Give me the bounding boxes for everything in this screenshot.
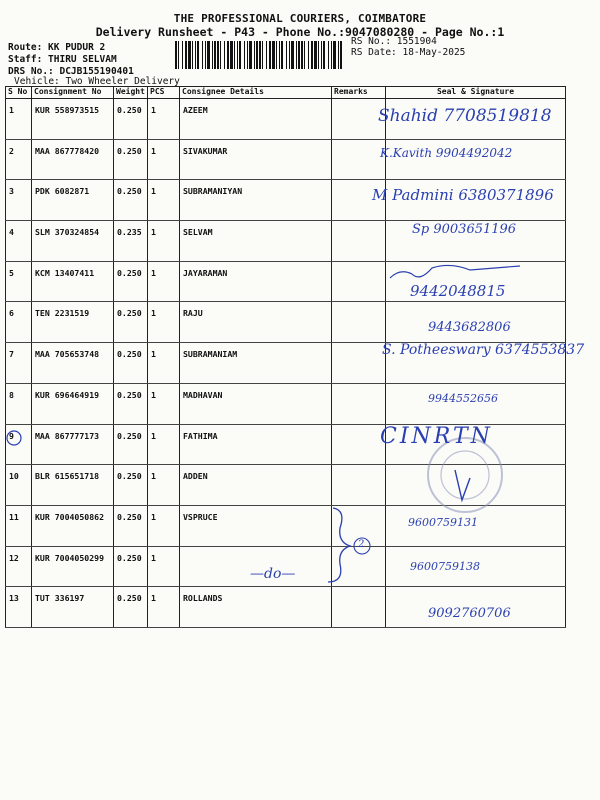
table-row (6, 505, 566, 546)
col-sno: S No (6, 87, 32, 99)
cell-pcs (148, 139, 180, 180)
cell-consignee (180, 587, 332, 628)
cell-pcs-text: 1 (151, 267, 156, 278)
cell-sno (6, 261, 32, 302)
cell-consignment-text: MAA 867777173 (35, 430, 100, 441)
cell-consignee-text: ROLLANDS (183, 593, 223, 604)
cell-remarks (332, 546, 386, 587)
cell-pcs (148, 261, 180, 302)
cell-pcs-text: 1 (151, 471, 156, 482)
cell-weight (114, 424, 148, 465)
cell-signature (386, 546, 566, 587)
cell-pcs (148, 465, 180, 506)
cell-sno (6, 465, 32, 506)
col-consignment: Consignment No (32, 87, 114, 99)
cell-consignment-text: SLM 370324854 (35, 227, 100, 238)
cell-consignee (180, 343, 332, 384)
cell-remarks (332, 302, 386, 343)
cell-consignee-text: FATHIMA (183, 430, 218, 441)
cell-pcs (148, 180, 180, 221)
cell-signature (386, 424, 566, 465)
table-row (6, 180, 566, 221)
table-row (6, 139, 566, 180)
cell-consignee (180, 261, 332, 302)
cell-consignee (180, 546, 332, 587)
cell-consignment (32, 505, 114, 546)
cell-weight (114, 261, 148, 302)
signature-row8: 9944552656 (428, 392, 498, 405)
runsheet-title: Delivery Runsheet - P43 - Phone No.:9047080280 - Page No.:1 (95, 25, 505, 39)
cell-remarks (332, 221, 386, 262)
cell-pcs (148, 343, 180, 384)
cell-signature (386, 505, 566, 546)
cell-weight-text: 0.250 (117, 145, 142, 156)
table-row (6, 546, 566, 587)
cell-weight-text: 0.250 (117, 267, 142, 278)
signature-row2: K.Kavith 9904492042 (380, 146, 513, 160)
table-row (6, 302, 566, 343)
cell-sno (6, 587, 32, 628)
cell-pcs-text: 1 (151, 552, 156, 563)
table-row (6, 383, 566, 424)
table-row (6, 221, 566, 262)
table-row (6, 99, 566, 140)
cell-remarks (332, 139, 386, 180)
signature-row7: S. Potheeswary 6374553837 (382, 342, 585, 358)
cell-pcs-text: 1 (151, 349, 156, 360)
cell-consignment-text: PDK 6082871 (35, 186, 90, 197)
company-name: THE PROFESSIONAL COURIERS, COIMBATORE (173, 12, 427, 25)
cell-consignee (180, 139, 332, 180)
cell-pcs-text: 1 (151, 145, 156, 156)
cell-signature (386, 261, 566, 302)
cell-consignment (32, 383, 114, 424)
cell-weight-text: 0.250 (117, 349, 142, 360)
signature-row1: Shahid 7708519818 (378, 106, 552, 126)
col-pcs: PCS (148, 87, 180, 99)
signature-row4: Sp 9003651196 (412, 222, 517, 237)
cell-signature (386, 139, 566, 180)
cell-consignment-text: KUR 696464919 (35, 389, 100, 400)
rs-date: RS Date: 18-May-2025 (351, 47, 466, 58)
cell-weight-text: 0.235 (117, 227, 142, 238)
cell-weight (114, 587, 148, 628)
table-row (6, 587, 566, 628)
cell-consignment (32, 424, 114, 465)
cell-weight (114, 505, 148, 546)
cell-sno-text: 1 (9, 105, 14, 115)
cell-sno (6, 383, 32, 424)
ditto-mark: —do— (250, 566, 296, 582)
cell-consignment (32, 221, 114, 262)
cell-consignment (32, 261, 114, 302)
cell-sno (6, 99, 32, 140)
cell-consignee-text: MADHAVAN (183, 389, 223, 400)
cell-weight-text: 0.250 (117, 471, 142, 482)
cell-consignee (180, 424, 332, 465)
cell-consignment-text: TUT 336197 (35, 593, 85, 604)
cell-sno-text: 5 (9, 267, 14, 278)
cell-consignee-text: SIVAKUMAR (183, 145, 228, 156)
cell-sno-text: 13 (9, 593, 19, 604)
cell-weight-text: 0.250 (117, 511, 142, 522)
cell-consignee-text: RAJU (183, 308, 203, 319)
cell-sno-text: 9 (9, 430, 14, 441)
route-label: Route: KK PUDUR 2 (8, 42, 106, 53)
table-row (6, 424, 566, 465)
cell-sno (6, 139, 32, 180)
cell-consignee-text: ADDEN (183, 471, 208, 482)
cell-weight (114, 546, 148, 587)
signature-row11: 9600759131 (408, 516, 478, 529)
cell-weight-text: 0.250 (117, 186, 142, 197)
cell-consignment-text: KUR 558973515 (35, 105, 100, 115)
delivery-table (5, 86, 566, 628)
cell-pcs (148, 221, 180, 262)
cell-weight-text: 0.250 (117, 552, 142, 563)
col-seal-signature: Seal & Signature (386, 87, 566, 99)
signature-row9: CINRTN (380, 424, 493, 449)
cell-remarks (332, 505, 386, 546)
cell-consignment-text: MAA 867778420 (35, 145, 100, 156)
cell-pcs (148, 383, 180, 424)
cell-signature (386, 221, 566, 262)
cell-sno-text: 4 (9, 227, 14, 238)
staff-label: Staff: THIRU SELVAM (8, 54, 117, 65)
cell-signature (386, 587, 566, 628)
cell-signature (386, 180, 566, 221)
cell-remarks (332, 99, 386, 140)
cell-sno (6, 505, 32, 546)
cell-pcs-text: 1 (151, 389, 156, 400)
cell-consignee (180, 99, 332, 140)
cell-consignment-text: KUR 7004050299 (35, 552, 105, 563)
cell-sno-text: 3 (9, 186, 14, 197)
cell-consignee-text: SUBRAMANIAM (183, 349, 238, 360)
signature-row6: 9443682806 (428, 320, 511, 335)
cell-pcs (148, 424, 180, 465)
cell-weight (114, 99, 148, 140)
cell-consignee (180, 383, 332, 424)
cell-pcs-text: 1 (151, 186, 156, 197)
cell-consignee-text: AZEEM (183, 105, 208, 115)
cell-weight (114, 302, 148, 343)
cell-weight-text: 0.250 (117, 389, 142, 400)
cell-consignment (32, 465, 114, 506)
cell-sno-text: 10 (9, 471, 19, 482)
cell-remarks (332, 261, 386, 302)
cell-pcs (148, 587, 180, 628)
cell-consignment (32, 139, 114, 180)
rs-number: RS No.: 1551904 (351, 36, 437, 47)
cell-consignment (32, 343, 114, 384)
cell-sno (6, 221, 32, 262)
col-weight: Weight (114, 87, 148, 99)
table-header-row (6, 87, 566, 99)
cell-consignment-text: KUR 7004050862 (35, 511, 105, 522)
cell-consignment (32, 99, 114, 140)
cell-consignee (180, 302, 332, 343)
cell-consignee (180, 221, 332, 262)
cell-pcs-text: 1 (151, 227, 156, 238)
cell-weight (114, 465, 148, 506)
cell-sno-text: 8 (9, 389, 14, 400)
cell-pcs (148, 99, 180, 140)
signature-row3: M Padmini 6380371896 (372, 186, 554, 204)
cell-sno-text: 12 (9, 552, 19, 563)
signature-row5: 9442048815 (410, 282, 506, 300)
cell-consignment-text: KCM 13407411 (35, 267, 95, 278)
cell-weight (114, 343, 148, 384)
cell-consignment (32, 180, 114, 221)
cell-remarks (332, 587, 386, 628)
table-row (6, 465, 566, 506)
cell-consignment-text: MAA 705653748 (35, 349, 100, 360)
cell-sno (6, 424, 32, 465)
cell-weight (114, 383, 148, 424)
signature-row13: 9092760706 (428, 606, 511, 621)
signature-row12: 9600759138 (410, 560, 480, 573)
cell-weight-text: 0.250 (117, 430, 142, 441)
cell-weight (114, 221, 148, 262)
cell-consignee (180, 465, 332, 506)
cell-sno (6, 180, 32, 221)
cell-signature (386, 343, 566, 384)
cell-signature (386, 383, 566, 424)
cell-pcs-text: 1 (151, 308, 156, 319)
cell-consignment (32, 546, 114, 587)
cell-weight-text: 0.250 (117, 593, 142, 604)
cell-pcs-text: 1 (151, 430, 156, 441)
circled-number: 2 (358, 539, 365, 550)
cell-consignee-text: JAYARAMAN (183, 267, 228, 278)
cell-sno-text: 6 (9, 308, 14, 319)
cell-pcs-text: 1 (151, 105, 156, 115)
cell-consignee (180, 505, 332, 546)
cell-pcs-text: 1 (151, 511, 156, 522)
col-consignee: Consignee Details (180, 87, 332, 99)
cell-signature (386, 302, 566, 343)
cell-sno (6, 546, 32, 587)
cell-signature (386, 99, 566, 140)
cell-pcs (148, 546, 180, 587)
cell-sno (6, 302, 32, 343)
table-row (6, 261, 566, 302)
drs-barcode (175, 41, 343, 69)
cell-sno-text: 7 (9, 349, 14, 360)
cell-pcs-text: 1 (151, 593, 156, 604)
cell-remarks (332, 383, 386, 424)
cell-signature (386, 465, 566, 506)
col-remarks: Remarks (332, 87, 386, 99)
vehicle-label: Vehicle: Two Wheeler Delivery (14, 76, 180, 87)
cell-weight-text: 0.250 (117, 105, 142, 115)
cell-consignment (32, 587, 114, 628)
cell-weight (114, 139, 148, 180)
cell-remarks (332, 180, 386, 221)
cell-remarks (332, 465, 386, 506)
cell-consignee-text: SUBRAMANIYAN (183, 186, 243, 197)
cell-weight (114, 180, 148, 221)
cell-consignment-text: BLR 615651718 (35, 471, 100, 482)
cell-consignment (32, 302, 114, 343)
cell-sno-text: 11 (9, 511, 19, 522)
cell-consignment-text: TEN 2231519 (35, 308, 90, 319)
cell-pcs (148, 302, 180, 343)
cell-consignee-text: SELVAM (183, 227, 213, 238)
cell-weight-text: 0.250 (117, 308, 142, 319)
cell-sno (6, 343, 32, 384)
cell-remarks (332, 424, 386, 465)
table-row (6, 343, 566, 384)
cell-consignee-text: VSPRUCE (183, 511, 218, 522)
cell-pcs (148, 505, 180, 546)
drs-number: DRS No.: DCJB155190401 (8, 66, 134, 77)
cell-remarks (332, 343, 386, 384)
cell-consignee (180, 180, 332, 221)
cell-sno-text: 2 (9, 145, 14, 156)
